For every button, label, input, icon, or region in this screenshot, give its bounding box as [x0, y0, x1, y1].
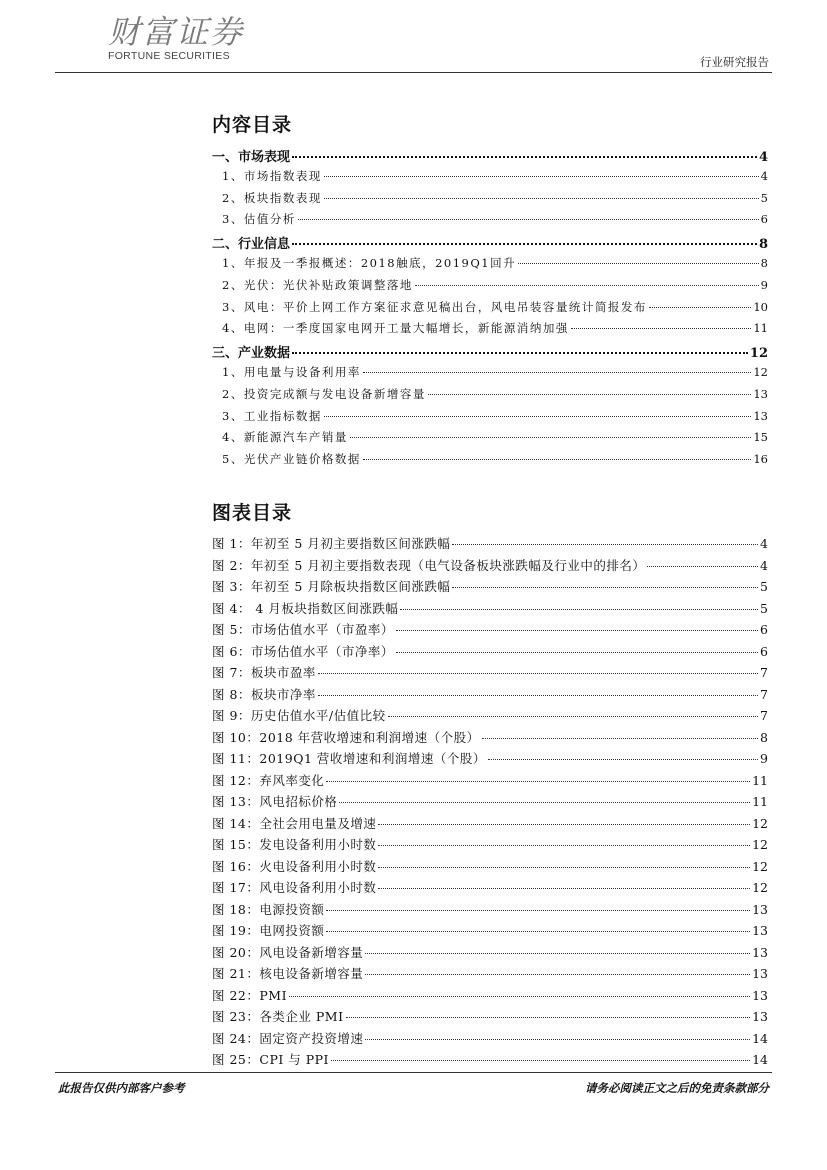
- figure-entry[interactable]: [212, 1029, 768, 1047]
- logo-chinese-name: 财富证券: [108, 13, 245, 51]
- dot-leader: [378, 867, 750, 868]
- entry-label: 图 3：年初至 5 月除板块指数区间涨跌幅: [212, 579, 451, 594]
- entry-label: 2、板块指数表现: [222, 190, 322, 205]
- toc-section-entry[interactable]: [212, 386, 768, 402]
- footer-disclaimer-left: 此报告仅供内部客户参考: [58, 1081, 185, 1095]
- entry-page-number: 15: [753, 430, 768, 445]
- footer-disclaimer-right: 请务必阅读正文之后的免责条款部分: [585, 1081, 769, 1095]
- dot-leader: [326, 910, 750, 911]
- entry-page-number: 6: [760, 212, 768, 227]
- toc-section-entry[interactable]: [212, 190, 768, 206]
- toc-chapter-entry[interactable]: [212, 342, 768, 361]
- entry-page-number: 10: [753, 299, 768, 314]
- dot-leader: [649, 307, 752, 308]
- entry-label: 图 20：风电设备新增容量: [212, 944, 364, 960]
- figure-entry[interactable]: [212, 964, 768, 982]
- dot-leader: [400, 609, 758, 610]
- entry-page-number: 13: [753, 386, 768, 401]
- entry-page-number: 13: [752, 987, 768, 1003]
- dot-leader: [452, 544, 758, 545]
- dot-leader: [292, 243, 757, 245]
- footer-divider: [55, 1072, 772, 1073]
- entry-page-number: 4: [758, 150, 768, 165]
- dot-leader: [339, 802, 750, 803]
- toc-section-entry[interactable]: [212, 408, 768, 424]
- entry-label: 图 1：年初至 5 月初主要指数区间涨跌幅: [212, 536, 451, 551]
- entry-label: 图 15：发电设备利用小时数: [212, 837, 377, 852]
- entry-label: 图 11：2019Q1 营收增速和利润增速（个股）: [212, 751, 486, 766]
- dot-leader: [324, 198, 759, 199]
- entry-label: 图 21：核电设备新增容量: [212, 966, 364, 981]
- entry-label: 二、行业信息: [212, 237, 291, 253]
- entry-page-number: 12: [752, 815, 768, 831]
- entry-label: 图 6：市场估值水平（市净率）: [212, 643, 394, 659]
- entry-label: 图 12：弃风率变化: [212, 772, 325, 788]
- dot-leader: [326, 931, 750, 932]
- entry-label: 4、新能源汽车产销量: [222, 430, 348, 445]
- entry-page-number: 14: [752, 1052, 768, 1067]
- toc-section-entry[interactable]: [212, 255, 768, 271]
- figure-entry[interactable]: [212, 857, 768, 875]
- entry-label: 图 22：PMI: [212, 987, 288, 1003]
- figure-entry[interactable]: [212, 1007, 768, 1025]
- entry-page-number: 13: [752, 966, 768, 981]
- entry-label: 1、年报及一季报概述：2018触底，2019Q1回升: [222, 256, 517, 270]
- dot-leader: [363, 372, 752, 373]
- contents-title: 内容目录: [212, 114, 293, 136]
- dot-leader: [518, 263, 759, 264]
- entry-label: 3、工业指标数据: [222, 408, 322, 423]
- dot-leader: [571, 328, 752, 329]
- entry-label: 图 7：板块市盈率: [212, 665, 316, 680]
- dot-leader: [324, 176, 759, 177]
- figure-entry[interactable]: [212, 878, 768, 896]
- dot-leader: [388, 716, 758, 717]
- toc-section-entry[interactable]: [212, 277, 768, 293]
- entry-label: 2、光伏：光伏补贴政策调整落地: [222, 277, 413, 292]
- dot-leader: [365, 1039, 750, 1040]
- entry-label: 图 9：历史估值水平/估值比较: [212, 708, 386, 723]
- entry-page-number: 8: [760, 729, 768, 745]
- entry-page-number: 12: [749, 346, 768, 362]
- entry-label: 图 2：年初至 5 月初主要指数表现（电气设备板块涨跌幅及行业中的排名）: [212, 557, 646, 573]
- entry-page-number: 16: [753, 452, 768, 467]
- toc-section-entry[interactable]: [212, 299, 768, 315]
- entry-label: 图 13：风电招标价格: [212, 794, 338, 809]
- entry-page-number: 13: [753, 408, 768, 423]
- toc-section-entry[interactable]: [212, 211, 768, 227]
- entry-label: 图 19：电网投资额: [212, 923, 325, 938]
- figure-entry[interactable]: [212, 835, 768, 853]
- figure-entry[interactable]: [212, 814, 768, 832]
- entry-page-number: 5: [760, 579, 768, 594]
- dot-leader: [378, 824, 750, 825]
- figure-entry[interactable]: [212, 534, 768, 552]
- dot-leader: [488, 759, 758, 760]
- figure-entry[interactable]: [212, 749, 768, 767]
- dot-leader: [378, 845, 750, 846]
- toc-section-entry[interactable]: [212, 320, 768, 336]
- dot-leader: [331, 1060, 750, 1061]
- entry-label: 图 5：市场估值水平（市盈率）: [212, 622, 394, 637]
- entry-label: 图 10：2018 年营收增速和利润增速（个股）: [212, 729, 480, 745]
- entry-label: 图 18：电源投资额: [212, 901, 325, 917]
- figure-entry[interactable]: [212, 577, 768, 595]
- entry-page-number: 8: [758, 237, 768, 253]
- entry-label: 2、投资完成额与发电设备新增容量: [222, 386, 426, 401]
- entry-label: 图 23：各类企业 PMI: [212, 1009, 344, 1024]
- dot-leader: [346, 1017, 751, 1018]
- entry-label: 图 24：固定资产投资增速: [212, 1030, 364, 1046]
- dot-leader: [415, 285, 759, 286]
- figure-entry[interactable]: [212, 620, 768, 638]
- entry-page-number: 9: [760, 751, 768, 766]
- entry-page-number: 5: [760, 190, 768, 205]
- entry-page-number: 13: [752, 944, 768, 960]
- entry-label: 图 17：风电设备利用小时数: [212, 880, 377, 895]
- entry-page-number: 13: [752, 923, 768, 938]
- dot-leader: [326, 781, 750, 782]
- logo-english-name: FORTUNE SECURITIES: [108, 50, 230, 62]
- figure-entry[interactable]: [212, 900, 768, 918]
- entry-label: 3、估值分析: [222, 212, 296, 227]
- entry-page-number: 13: [752, 1009, 768, 1024]
- dot-leader: [365, 953, 750, 954]
- dot-leader: [452, 587, 758, 588]
- dot-leader: [292, 352, 748, 354]
- entry-label: 1、市场指数表现: [222, 168, 322, 183]
- entry-page-number: 4: [760, 168, 768, 183]
- toc-section-entry[interactable]: [212, 168, 768, 184]
- figure-entry[interactable]: [212, 556, 768, 574]
- entry-page-number: 7: [760, 665, 768, 680]
- entry-page-number: 11: [752, 772, 768, 788]
- entry-page-number: 5: [760, 600, 768, 616]
- figure-entry[interactable]: [212, 986, 768, 1004]
- figure-entry[interactable]: [212, 599, 768, 617]
- entry-label: 图 14：全社会用电量及增速: [212, 815, 377, 831]
- dot-leader: [428, 394, 752, 395]
- figure-entry[interactable]: [212, 771, 768, 789]
- dot-leader: [365, 974, 750, 975]
- dot-leader: [350, 437, 752, 438]
- dot-leader: [378, 888, 750, 889]
- figures-list: [212, 534, 768, 1070]
- toc-section-entry[interactable]: [212, 364, 768, 380]
- entry-page-number: 14: [752, 1030, 768, 1046]
- toc-chapter-entry[interactable]: [212, 233, 768, 252]
- entry-label: 3、风电：平价上网工作方案征求意见稿出台，风电吊装容量统计简报发布: [222, 299, 647, 314]
- entry-page-number: 7: [760, 686, 768, 702]
- toc-section-entry[interactable]: [212, 451, 768, 467]
- dot-leader: [289, 996, 750, 997]
- figure-entry[interactable]: [212, 1050, 768, 1068]
- figure-entry[interactable]: [212, 921, 768, 939]
- entry-label: 4、电网：一季度国家电网开工量大幅增长，新能源消纳加强: [222, 321, 569, 336]
- entry-page-number: 8: [760, 256, 768, 270]
- entry-page-number: 12: [753, 365, 768, 379]
- entry-page-number: 6: [760, 622, 768, 637]
- figure-entry[interactable]: [212, 642, 768, 660]
- header-divider: [55, 72, 772, 73]
- figure-entry[interactable]: [212, 728, 768, 746]
- figure-entry[interactable]: [212, 706, 768, 724]
- entry-label: 图 8：板块市净率: [212, 686, 316, 702]
- report-type-label: 行业研究报告: [700, 55, 769, 69]
- figures-title: 图表目录: [212, 502, 293, 524]
- dot-leader: [298, 219, 759, 220]
- dot-leader: [396, 652, 758, 653]
- toc-section-entry[interactable]: [212, 429, 768, 445]
- figure-entry[interactable]: [212, 943, 768, 961]
- entry-page-number: 4: [760, 536, 768, 551]
- toc-chapter-entry[interactable]: [212, 146, 768, 165]
- entry-label: 1、用电量与设备利用率: [222, 365, 361, 379]
- entry-page-number: 12: [752, 880, 768, 895]
- entry-label: 图 16：火电设备利用小时数: [212, 858, 377, 874]
- entry-page-number: 4: [760, 557, 768, 573]
- contents-list: [212, 146, 768, 471]
- dot-leader: [482, 738, 758, 739]
- entry-page-number: 12: [752, 837, 768, 852]
- figure-entry[interactable]: [212, 685, 768, 703]
- dot-leader: [396, 630, 758, 631]
- dot-leader: [318, 673, 758, 674]
- dot-leader: [363, 459, 752, 460]
- dot-leader: [318, 695, 758, 696]
- entry-page-number: 9: [760, 277, 768, 292]
- dot-leader: [324, 416, 752, 417]
- company-logo: [108, 14, 244, 62]
- figure-entry[interactable]: [212, 792, 768, 810]
- dot-leader: [292, 156, 757, 158]
- entry-page-number: 11: [753, 321, 768, 336]
- entry-label: 5、光伏产业链价格数据: [222, 452, 361, 467]
- entry-label: 一、市场表现: [212, 150, 291, 165]
- entry-page-number: 6: [760, 643, 768, 659]
- entry-label: 图 4： 4 月板块指数区间涨跌幅: [212, 600, 399, 616]
- entry-label: 图 25：CPI 与 PPI: [212, 1052, 329, 1067]
- entry-page-number: 12: [752, 858, 768, 874]
- dot-leader: [647, 566, 758, 567]
- entry-page-number: 7: [760, 708, 768, 723]
- entry-page-number: 13: [752, 901, 768, 917]
- entry-label: 三、产业数据: [212, 346, 291, 362]
- entry-page-number: 11: [752, 794, 768, 809]
- figure-entry[interactable]: [212, 663, 768, 681]
